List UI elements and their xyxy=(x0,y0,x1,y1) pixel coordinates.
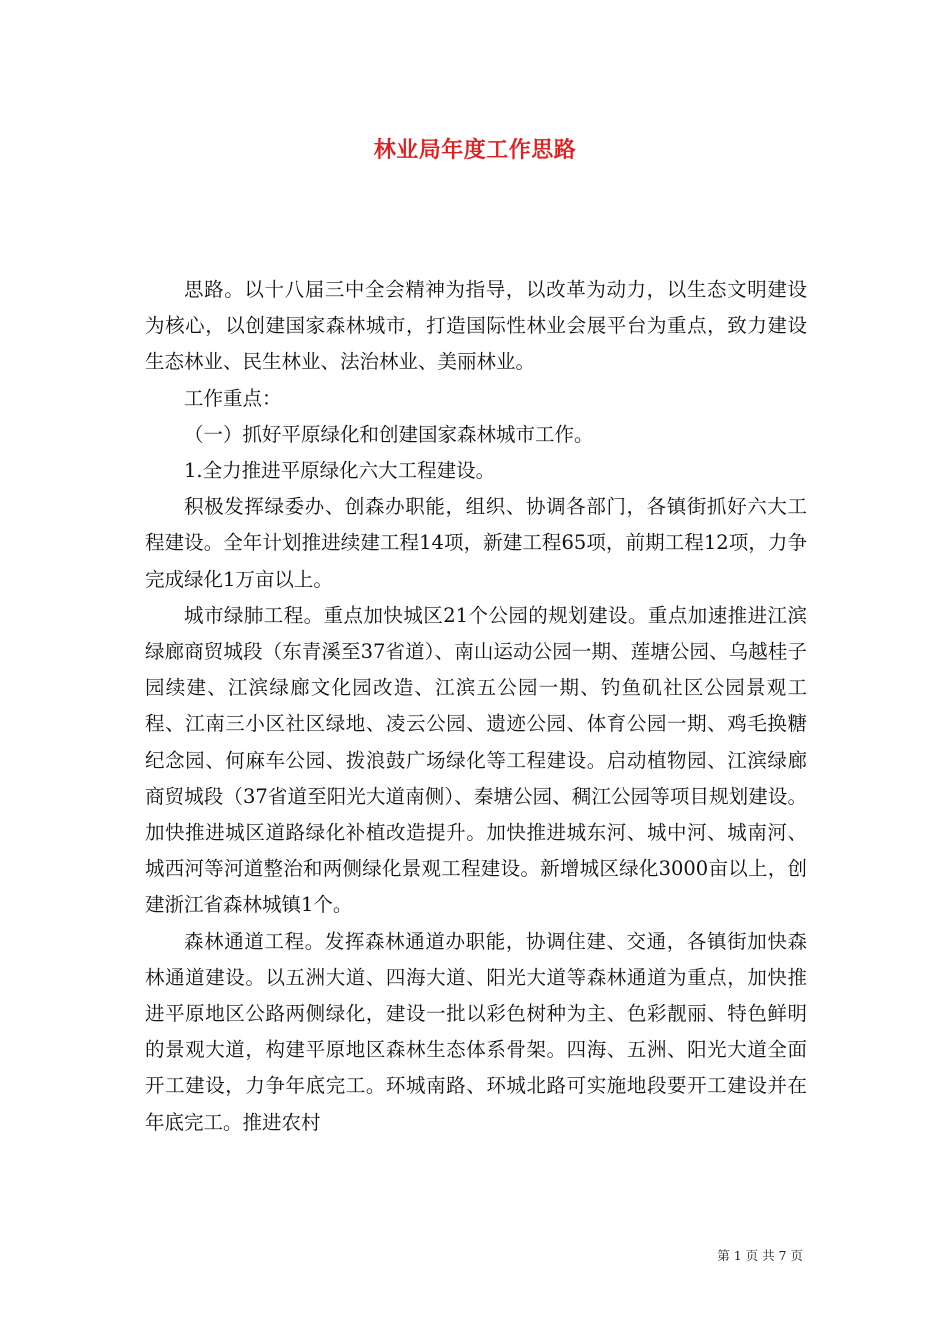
paragraph: （一）抓好平原绿化和创建国家森林城市工作。 xyxy=(184,422,594,446)
document-title: 林业局年度工作思路 xyxy=(373,137,577,163)
paragraph: 森林通道工程。发挥森林通道办职能，协调住建、交通，各镇街加快森林通道建设。以五洲大道、四海大道、阳光大道等森林通道为重点，加快推进平原地区公路两侧绿化，建设一批以彩色树种为主、色彩靓丽、特色鲜明的景观大道，构建平原地区森林生态体系骨架。四海、五洲、阳光大道全面开工建设，力争年底完工。环城南路、环城北路可实施地段要开工建设并在年底完工。推进农村 xyxy=(145,929,807,1134)
paragraph: 城市绿肺工程。重点加快城区21个公园的规划建设。重点加速推进江滨绿廊商贸城段（东青溪至37省道）、南山运动公园一期、莲塘公园、乌越桂子园续建、江滨绿廊文化园改造、江滨五公园一期、钓鱼矶社区公园景观工程、江南三小区社区绿地、凌云公园、遗迹公园、体育公园一期、鸡毛换糖纪念园、何麻车公园、拨浪鼓广场绿化等工程建设。启动植物园、江滨绿廊商贸城段（37省道至阳光大道南侧）、秦塘公园、稠江公园等项目规划建设。加快推进城区道路绿化补植改造提升。加快推进城东河、城中河、城南河、城西河等河道整治和两侧绿化景观工程建设。新增城区绿化3000亩以上，创建浙江省森林城镇1个。 xyxy=(145,603,807,917)
paragraph: 工作重点： xyxy=(184,386,282,410)
paragraph: 积极发挥绿委办、创森办职能，组织、协调各部门，各镇街抓好六大工程建设。全年计划推进续建工程14项，新建工程65项，前期工程12项，力争完成绿化1万亩以上。 xyxy=(145,495,807,591)
page-number-footer: 第 1 页 共 7 页 xyxy=(717,1248,803,1263)
document-body xyxy=(145,272,807,1141)
paragraph: 1.全力推进平原绿化六大工程建设。 xyxy=(184,459,496,483)
paragraph: 思路。以十八届三中全会精神为指导，以改革为动力，以生态文明建设为核心，以创建国家森林城市，打造国际性林业会展平台为重点，致力建设生态林业、民生林业、法治林业、美丽林业。 xyxy=(145,278,807,374)
